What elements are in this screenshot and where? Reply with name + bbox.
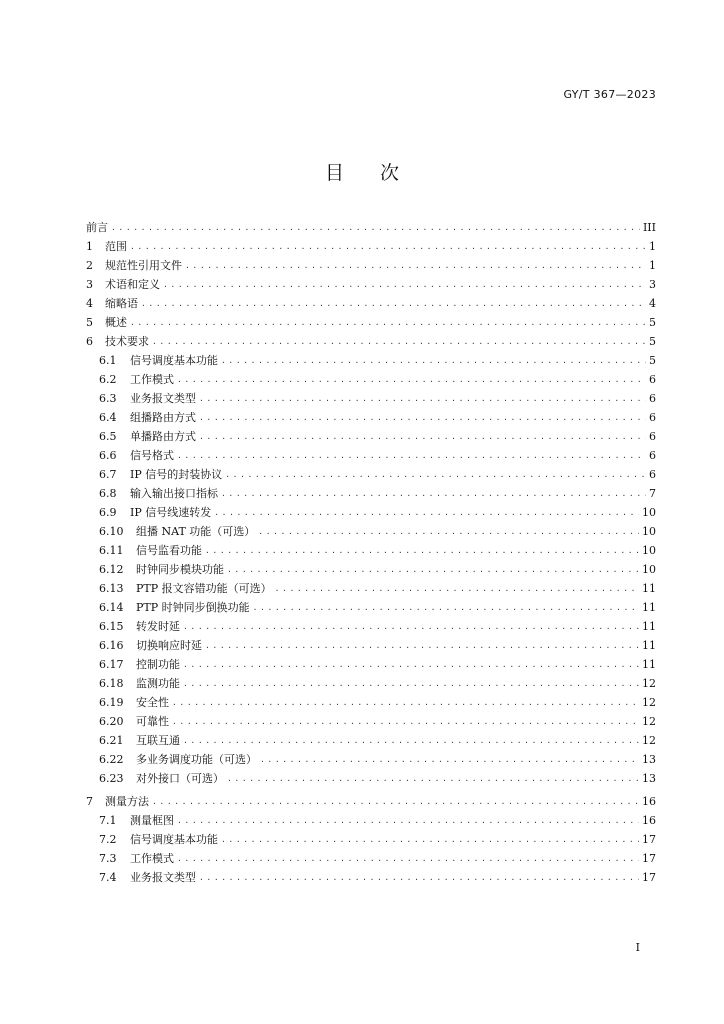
- toc-dot-leader: [199, 427, 646, 446]
- toc-dot-leader: [111, 218, 640, 237]
- toc-entry-number: 6.15: [99, 620, 124, 633]
- toc-entry-label: 测量方法: [105, 795, 149, 808]
- toc-entry-page: 13: [642, 753, 656, 766]
- toc-entry-label: 单播路由方式: [130, 430, 196, 443]
- toc-entry-page: 7: [649, 487, 656, 500]
- page-folio: I: [635, 941, 640, 954]
- toc-dot-leader: [205, 541, 639, 560]
- toc-entry-number: 6.20: [99, 715, 124, 728]
- toc-dot-leader: [221, 484, 646, 503]
- toc-entry-label: 缩略语: [105, 297, 138, 310]
- toc-entry-number: 7.3: [99, 852, 117, 865]
- toc-entry-page: 11: [642, 620, 656, 633]
- toc-entry-page: 6: [649, 449, 656, 462]
- toc-entry-page: 10: [642, 506, 656, 519]
- toc-entry-label: 信号调度基本功能: [130, 833, 218, 846]
- toc-entry-label: 工作模式: [130, 373, 174, 386]
- toc-entry-number: 6.1: [99, 354, 117, 367]
- toc-entry-label: 业务报文类型: [130, 392, 196, 405]
- toc-entry-label: 时钟同步模块功能: [136, 563, 224, 576]
- toc-dot-leader: [183, 655, 639, 674]
- toc-dot-leader: [227, 560, 639, 579]
- toc-dot-leader: [199, 389, 646, 408]
- toc-entry-page: 10: [642, 525, 656, 538]
- toc-entry[interactable]: [86, 522, 656, 541]
- toc-entry[interactable]: [86, 465, 656, 484]
- toc-entry-number: 6.12: [99, 563, 124, 576]
- toc-entry-label: 测量框图: [130, 814, 174, 827]
- toc-entry-page: 10: [642, 544, 656, 557]
- toc-entry-label: 监测功能: [136, 677, 180, 690]
- toc-entry-page: 6: [649, 430, 656, 443]
- toc-entry-number: 4: [86, 297, 93, 310]
- toc-entry-number: 6.16: [99, 639, 124, 652]
- toc-entry[interactable]: [86, 811, 656, 830]
- toc-entry-page: 11: [642, 639, 656, 652]
- toc-entry[interactable]: [86, 256, 656, 275]
- toc-entry-number: 7.1: [99, 814, 117, 827]
- toc-entry-number: 6.22: [99, 753, 124, 766]
- toc-entry[interactable]: [86, 370, 656, 389]
- toc-dot-leader: [199, 408, 646, 427]
- toc-entry[interactable]: [86, 674, 656, 693]
- toc-entry-number: 2: [86, 259, 93, 272]
- toc-entry-label: 信号格式: [130, 449, 174, 462]
- toc-entry-number: 3: [86, 278, 93, 291]
- toc-entry-page: 1: [649, 240, 656, 253]
- toc-dot-leader: [225, 465, 646, 484]
- toc-entry-page: 16: [642, 814, 656, 827]
- toc-entry-number: 6.2: [99, 373, 117, 386]
- toc-dot-leader: [258, 522, 639, 541]
- toc-entry[interactable]: [86, 541, 656, 560]
- toc-entry-page: 6: [649, 373, 656, 386]
- toc-entry[interactable]: [86, 598, 656, 617]
- toc-entry[interactable]: [86, 389, 656, 408]
- toc-entry[interactable]: [86, 484, 656, 503]
- toc-dot-leader: [152, 792, 639, 811]
- toc-entry[interactable]: [86, 849, 656, 868]
- toc-entry[interactable]: [86, 617, 656, 636]
- toc-entry[interactable]: [86, 294, 656, 313]
- toc-entry-number: 6.7: [99, 468, 117, 481]
- toc-entry-number: 6.10: [99, 525, 124, 538]
- toc-entry-label: 转发时延: [136, 620, 180, 633]
- toc-entry-label: 切换响应时延: [136, 639, 202, 652]
- toc-entry[interactable]: [86, 560, 656, 579]
- standard-code: GY/T 367—2023: [563, 88, 656, 101]
- toc-dot-leader: [141, 294, 646, 313]
- toc-entry-number: 6.13: [99, 582, 124, 595]
- toc-entry-page: 11: [642, 658, 656, 671]
- toc-entry-label: 控制功能: [136, 658, 180, 671]
- toc-entry[interactable]: [86, 446, 656, 465]
- toc-entry[interactable]: [86, 655, 656, 674]
- toc-entry-label: 业务报文类型: [130, 871, 196, 884]
- toc-dot-leader: [177, 446, 646, 465]
- toc-entry-page: 12: [642, 734, 656, 747]
- toc-entry-number: 5: [86, 316, 93, 329]
- toc-entry-page: 5: [649, 316, 656, 329]
- toc-dot-leader: [214, 503, 639, 522]
- table-of-contents: [86, 218, 656, 887]
- toc-entry-number: 6.8: [99, 487, 117, 500]
- toc-entry[interactable]: [86, 693, 656, 712]
- toc-dot-leader: [177, 849, 639, 868]
- toc-entry-number: 1: [86, 240, 93, 253]
- toc-dot-leader: [130, 313, 646, 332]
- toc-entry-page: 6: [649, 392, 656, 405]
- toc-entry[interactable]: [86, 712, 656, 731]
- toc-entry-page: 11: [642, 582, 656, 595]
- toc-entry[interactable]: [86, 351, 656, 370]
- toc-entry-number: 6.4: [99, 411, 117, 424]
- toc-dot-leader: [221, 351, 646, 370]
- toc-entry[interactable]: [86, 503, 656, 522]
- toc-entry[interactable]: [86, 868, 656, 887]
- toc-entry-label: 技术要求: [105, 335, 149, 348]
- toc-entry-label: 范围: [105, 240, 127, 253]
- toc-entry[interactable]: [86, 769, 656, 788]
- toc-entry-label: 多业务调度功能（可选）: [136, 753, 257, 766]
- toc-dot-leader: [177, 370, 646, 389]
- toc-entry-label: IP 信号线速转发: [130, 506, 212, 519]
- toc-entry-page: 6: [649, 468, 656, 481]
- toc-dot-leader: [183, 617, 639, 636]
- toc-entry-page: 12: [642, 696, 656, 709]
- toc-entry-number: 7.4: [99, 871, 117, 884]
- toc-entry-label: 输入输出接口指标: [130, 487, 218, 500]
- toc-entry-page: 16: [642, 795, 656, 808]
- toc-entry[interactable]: [86, 830, 656, 849]
- toc-entry-label: PTP 时钟同步倒换功能: [136, 601, 250, 614]
- toc-entry-label: 可靠性: [136, 715, 169, 728]
- toc-dot-leader: [275, 579, 639, 598]
- toc-entry-number: 6.14: [99, 601, 124, 614]
- toc-entry-page: 17: [642, 833, 656, 846]
- toc-entry[interactable]: [86, 731, 656, 750]
- toc-entry-label: 安全性: [136, 696, 169, 709]
- toc-dot-leader: [260, 750, 639, 769]
- toc-dot-leader: [152, 332, 646, 351]
- toc-entry-page: 12: [642, 715, 656, 728]
- toc-entry-page: 11: [642, 601, 656, 614]
- toc-entry-page: 6: [649, 411, 656, 424]
- toc-entry-number: 6.23: [99, 772, 124, 785]
- toc-entry-page: 13: [642, 772, 656, 785]
- toc-entry-label: 规范性引用文件: [105, 259, 182, 272]
- toc-entry-page: 4: [649, 297, 656, 310]
- toc-entry-label: IP 信号的封装协议: [130, 468, 223, 481]
- toc-entry-number: 6.3: [99, 392, 117, 405]
- toc-entry-number: 6: [86, 335, 93, 348]
- toc-entry-page: 5: [649, 354, 656, 367]
- toc-entry-label: 概述: [105, 316, 127, 329]
- toc-dot-leader: [199, 868, 639, 887]
- toc-dot-leader: [227, 769, 639, 788]
- toc-entry[interactable]: [86, 313, 656, 332]
- toc-entry-label: 互联互通: [136, 734, 180, 747]
- toc-dot-leader: [130, 237, 646, 256]
- toc-entry-label: 术语和定义: [105, 278, 160, 291]
- toc-dot-leader: [177, 811, 639, 830]
- toc-entry-page: 1: [649, 259, 656, 272]
- toc-dot-leader: [253, 598, 639, 617]
- toc-dot-leader: [183, 674, 639, 693]
- toc-dot-leader: [172, 712, 639, 731]
- toc-entry-label: 前言: [86, 221, 108, 234]
- toc-entry[interactable]: [86, 579, 656, 598]
- toc-entry-label: 对外接口（可选）: [136, 772, 224, 785]
- toc-entry-label: 信号监看功能: [136, 544, 202, 557]
- toc-entry[interactable]: [86, 750, 656, 769]
- toc-dot-leader: [183, 731, 639, 750]
- toc-entry[interactable]: [86, 427, 656, 446]
- toc-entry-label: 组播路由方式: [130, 411, 196, 424]
- toc-entry[interactable]: [86, 275, 656, 294]
- toc-entry-label: PTP 报文容错功能（可选）: [136, 582, 272, 595]
- toc-dot-leader: [163, 275, 646, 294]
- toc-entry-number: 6.9: [99, 506, 117, 519]
- toc-dot-leader: [221, 830, 639, 849]
- toc-entry[interactable]: [86, 792, 656, 811]
- toc-entry-number: 6.19: [99, 696, 124, 709]
- toc-entry-number: 6.21: [99, 734, 124, 747]
- toc-entry-page: 17: [642, 852, 656, 865]
- toc-entry-label: 工作模式: [130, 852, 174, 865]
- page-title: 目次: [324, 162, 435, 184]
- toc-entry[interactable]: [86, 237, 656, 256]
- toc-entry-page: III: [642, 221, 656, 234]
- toc-entry-label: 信号调度基本功能: [130, 354, 218, 367]
- toc-entry-number: 6.6: [99, 449, 117, 462]
- toc-dot-leader: [205, 636, 639, 655]
- toc-entry-page: 3: [649, 278, 656, 291]
- toc-entry-page: 12: [642, 677, 656, 690]
- toc-entry[interactable]: [86, 636, 656, 655]
- toc-entry-page: 5: [649, 335, 656, 348]
- toc-entry-number: 7.2: [99, 833, 117, 846]
- toc-entry-number: 6.11: [99, 544, 124, 557]
- toc-dot-leader: [185, 256, 646, 275]
- toc-entry-number: 6.5: [99, 430, 117, 443]
- toc-entry-label: 组播 NAT 功能（可选）: [136, 525, 256, 538]
- toc-entry[interactable]: [86, 218, 656, 237]
- toc-entry-number: 6.18: [99, 677, 124, 690]
- toc-dot-leader: [172, 693, 639, 712]
- toc-entry[interactable]: [86, 332, 656, 351]
- toc-entry-page: 10: [642, 563, 656, 576]
- toc-entry-number: 7: [86, 795, 93, 808]
- toc-entry-number: 6.17: [99, 658, 124, 671]
- toc-entry[interactable]: [86, 408, 656, 427]
- toc-entry-page: 17: [642, 871, 656, 884]
